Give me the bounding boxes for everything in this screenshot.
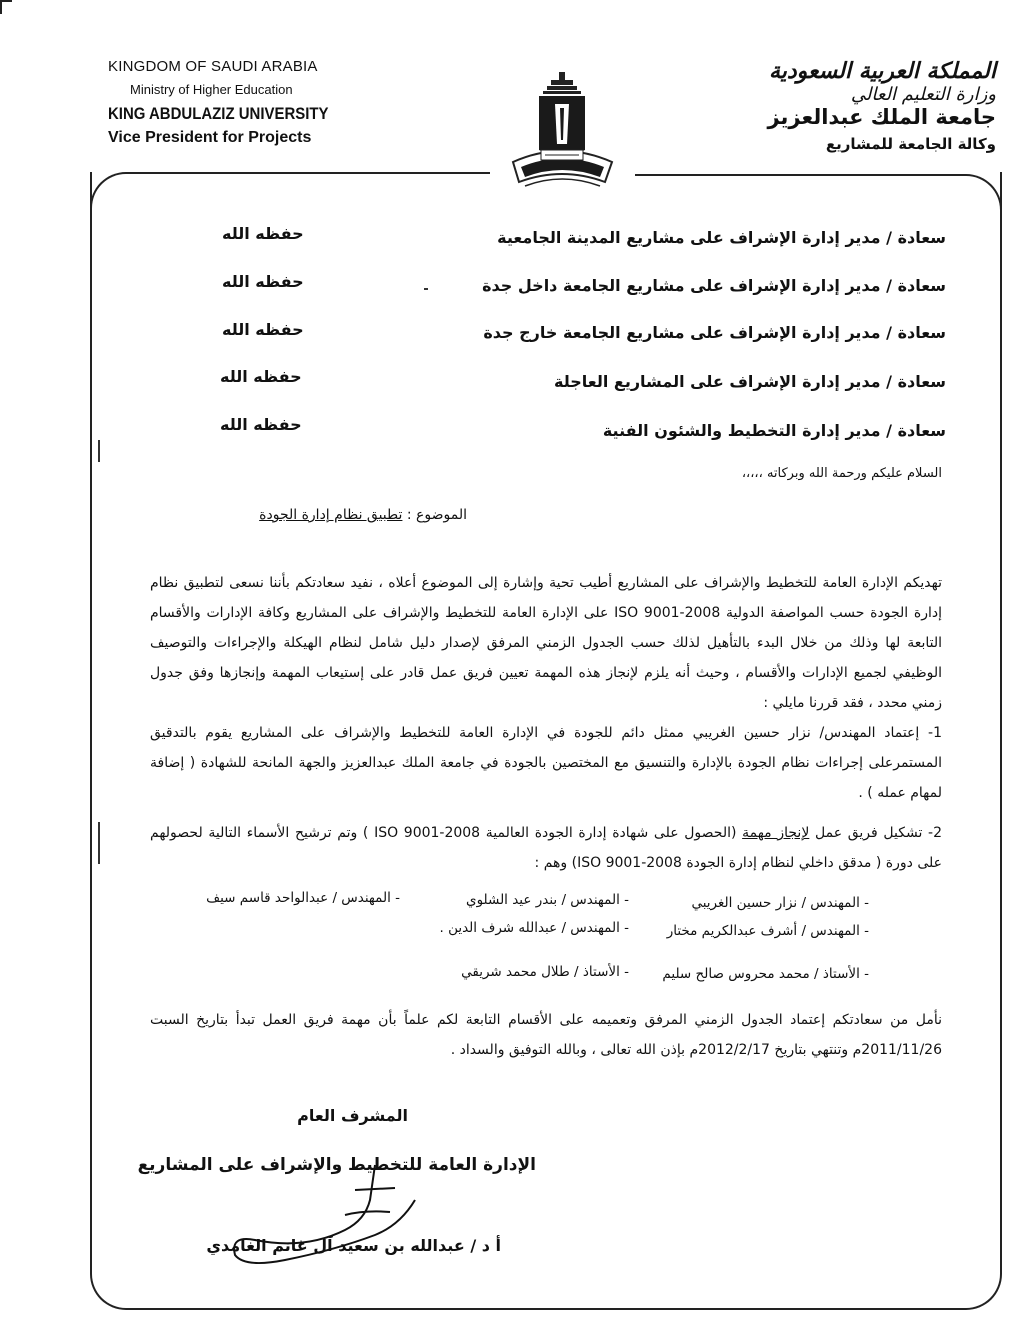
team-member: - المهندس / أشرف عبدالكريم مختار — [666, 923, 869, 939]
honorific: حفظه الله — [222, 224, 304, 243]
honorific: حفظه الله — [220, 367, 302, 386]
country-name-en: KINGDOM OF SAUDI ARABIA — [108, 58, 318, 75]
subject-value: تطبيق نظام إدارة الجودة — [259, 507, 403, 523]
team-member: - المهندس / عبدالله شرف الدين . — [439, 920, 629, 936]
frame-top-right — [635, 174, 1002, 210]
university-name-en: KING ABDULAZIZ UNIVERSITY — [108, 104, 329, 123]
team-member: - الأستاذ / طلال محمد شريقي — [461, 964, 629, 980]
country-name-ar: المملكة العربية السعودية — [768, 58, 996, 84]
scan-corner-mark — [0, 0, 12, 14]
university-name-ar: جامعة الملك عبدالعزيز — [767, 105, 996, 129]
item2-suffix: (الحصول على شهادة إدارة الجودة العالمية ISO 9001-2008 ) وتم ترشيح الأسماء التالية لحصولهم على دورة ( مدقق داخلي لنظام إدارة الجودة ISO 9001-2008) وهم : — [150, 825, 942, 871]
addressee-line: سعادة / مدير إدارة التخطيط والشئون الفنية — [602, 421, 946, 440]
ministry-name-en: Ministry of Higher Education — [130, 82, 293, 97]
team-member: - المهندس / عبدالواحد قاسم سيف — [206, 890, 400, 906]
letterhead-english — [108, 58, 368, 147]
honorific: حفظه الله — [220, 415, 302, 434]
signatory-title: المشرف العام — [297, 1106, 408, 1125]
addressee-line: سعادة / مدير إدارة الإشراف على مشاريع الجامعة داخل جدة — [482, 276, 946, 295]
letterhead-arabic — [756, 58, 996, 153]
subject-label: الموضوع : — [406, 507, 467, 523]
stray-mark — [424, 288, 428, 290]
subject-line — [259, 507, 467, 523]
greeting: السلام عليكم ورحمة الله وبركاته ،،،،، — [741, 466, 942, 481]
office-name-en: Vice President for Projects — [108, 129, 312, 146]
decision-item-2 — [150, 818, 942, 878]
item2-prefix: 2- تشكيل فريق عمل — [809, 825, 943, 841]
ministry-name-ar: وزارة التعليم العالي — [850, 84, 996, 105]
office-name-ar: وكالة الجامعة للمشاريع — [825, 135, 996, 153]
item2-underlined: لإنجاز مهمة — [742, 825, 810, 841]
team-member: - المهندس / بندر عيد الشلوي — [466, 892, 629, 908]
signatory-department: الإدارة العامة للتخطيط والإشراف على المشاريع — [137, 1155, 536, 1175]
team-member: - المهندس / نزار حسين الغريبي — [691, 895, 869, 911]
intro-paragraph: تهديكم الإدارة العامة للتخطيط والإشراف على المشاريع أطيب تحية وإشارة إلى الموضوع أعلاه ، نفيد سعادتكم بأننا نسعى لتطبيق نظام إدارة الجودة حسب المواصفة الدولية ISO 9001-2008 على الإدارة العامة للتخطيط والإشراف على المشاريع وكافة الإدارات والأقسام التابعة لها وذلك من خلال البدء بالتأهيل لذلك حسب الجدول الزمني المرفق لإصدار دليل شامل لنظام الهيكلة والإجراءات والتوصيف الوظيفي لجميع الإدارات والأقسام ، وحيث أنه يلزم لإنجاز هذه المهمة تعيين فريق عمل قادر على إستيعاب المهمة وإنجازها وفق جدول زمني محدد ، فقد قررنا مايلي : — [150, 575, 942, 711]
closing-paragraph: نأمل من سعادتكم إعتماد الجدول الزمني المرفق وتعميمه على الأقسام التابعة لكم علماً بأن مهمة فريق العمل تبدأ بتاريخ السبت 2011/11/26م وتنتهي بتاريخ 2012/2/17م بإذن الله تعالى ، وبالله التوفيق والسداد . — [150, 1012, 942, 1058]
frame-top-left — [90, 172, 490, 208]
honorific: حفظه الله — [222, 320, 304, 339]
addressee-line: سعادة / مدير إدارة الإشراف على مشاريع الجامعة خارج جدة — [483, 323, 946, 342]
signatory-name: أ د / عبدالله بن سعيد آل غانم الغامدي — [206, 1236, 501, 1255]
addressee-line: سعادة / مدير إدارة الإشراف على المشاريع العاجلة — [554, 372, 946, 391]
team-member: - الأستاذ / محمد محروس صالح سليم — [662, 966, 869, 982]
honorific: حفظه الله — [222, 272, 304, 291]
decision-item-1: 1- إعتماد المهندس/ نزار حسين الغريبي ممثل دائم للجودة في الإدارة العامة للتخطيط والإشراف على المشاريع يقوم بالتدقيق المستمرعلى إجراءات نظام الجودة بالإدارة والتنسيق مع المختصين بالجودة في جامعة الملك عبدالعزيز والجهة المانحة للشهادة ( إضافة لمهام عمله ) . — [150, 725, 942, 801]
addressee-line: سعادة / مدير إدارة الإشراف على مشاريع المدينة الجامعية — [497, 228, 946, 247]
